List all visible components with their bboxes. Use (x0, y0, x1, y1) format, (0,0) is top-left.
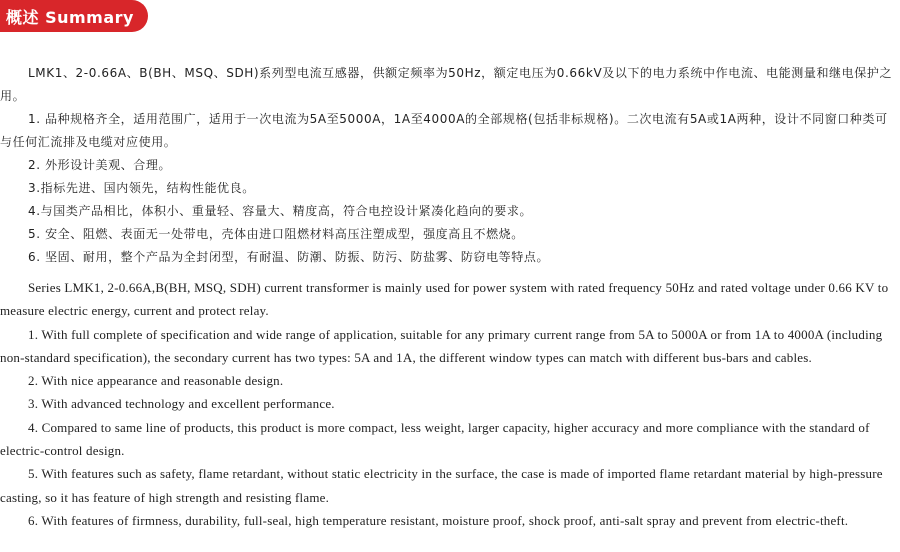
en-point-3: 3. With advanced technology and excellent performance. (28, 396, 335, 412)
en-point-4: 4. Compared to same line of products, this product is more compact, less weight, larger capacity, higher accuracy and more compliance with the standard of electric-control design. (0, 419, 870, 459)
cn-point-1: 1. 品种规格齐全，适用范围广，适用于一次电流为5A至5000A，1A至4000A的全部规格(包括非标规格)。二次电流有5A或1A两种，设计不同窗口种类可与任何汇流排及电缆对应使用。 (0, 112, 888, 149)
en-point-2: 2. With nice appearance and reasonable design. (28, 373, 284, 389)
cn-point-6: 6. 坚固、耐用，整个产品为全封闭型，有耐温、防潮、防振、防污、防盐雾、防窃电等特点。 (28, 250, 550, 264)
en-point-5: 5. With features such as safety, flame retardant, without static electricity in the surface, the case is made of imported flame retardant material by high-pressure casting, so it has feature of high strength and resisting flame. (0, 466, 883, 505)
en-intro-paragraph: Series LMK1, 2-0.66A,B(BH, MSQ, SDH) current transformer is mainly used for power system with rated frequency 50Hz and rated voltage under 0.66 KV to measure electric energy, current and protect relay. (0, 280, 889, 319)
cn-point-5: 5. 安全、阻燃、表面无一处带电，壳体由进口阻燃材料高压注塑成型，强度高且不燃烧。 (28, 227, 524, 241)
section-header-tab (0, 0, 148, 32)
en-point-6: 6. With features of firmness, durability, full-seal, high temperature resistant, moisture proof, shock proof, anti-salt spray and prevent from electric-theft. (28, 512, 849, 528)
chinese-summary (0, 62, 900, 269)
cn-point-3: 3.指标先进、国内领先，结构性能优良。 (28, 181, 255, 195)
cn-point-2: 2. 外形设计美观、合理。 (28, 158, 172, 172)
en-point-1: 1. With full complete of specification and wide range of application, suitable for any primary current range from 5A to 5000A or from 1A to 4000A (including non-standard specification), the secondary current has two types: 5A and 1A, the different window types can match with different bus-bars and cables. (0, 326, 883, 365)
section-title: 概述 Summary (6, 7, 134, 27)
cn-point-4: 4.与国类产品相比，体积小、重量轻、容量大、精度高，符合电控设计紧凑化趋向的要求。 (28, 204, 533, 218)
cn-intro-paragraph: LMK1、2-0.66A、B(BH、MSQ、SDH)系列型电流互感器，供额定频率为50Hz，额定电压为0.66kV及以下的电力系统中作电流、电能测量和继电保护之用。 (0, 66, 893, 103)
english-summary (0, 276, 900, 532)
